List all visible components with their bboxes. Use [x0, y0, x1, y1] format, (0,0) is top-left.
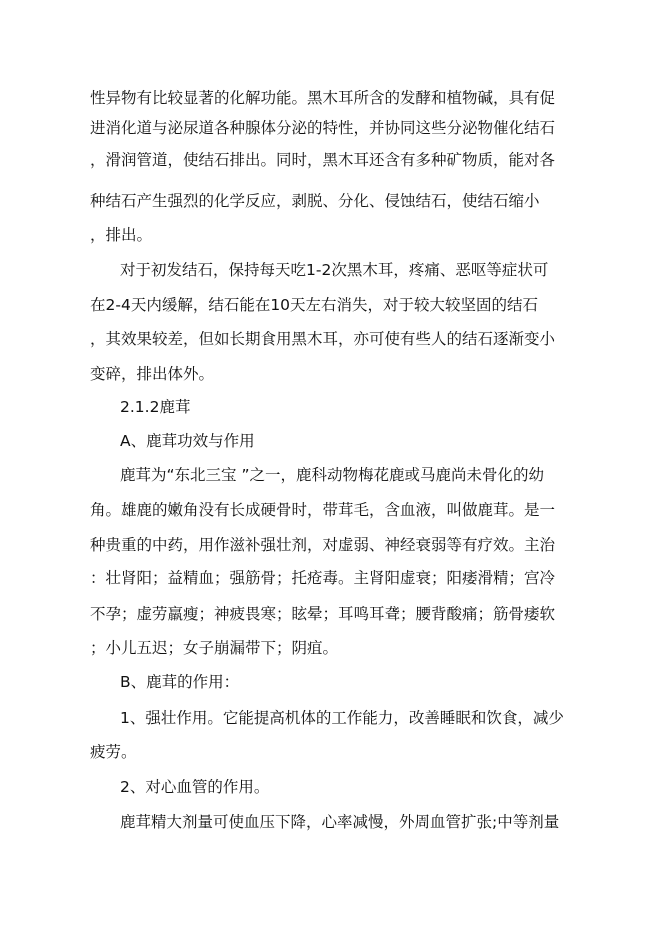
text-line: ，滑润管道，使结石排出。同时，黑木耳还含有多种矿物质，能对各: [90, 151, 556, 169]
text-line: 种结石产生强烈的化学反应，剥脱、分化、侵蚀结石，使结石缩小: [90, 192, 540, 210]
text-line: ；小儿五迟；女子崩漏带下；阴疽。: [90, 639, 339, 657]
text-line: 不孕；虚劳羸瘦；神疲畏寒；眩晕；耳鸣耳聋；腰背酸痛；筋骨痿软: [90, 605, 556, 623]
text-line: ：壮肾阳；益精血；强筋骨；托疮毒。主肾阳虚衰；阳痿滑精；宫冷: [90, 569, 556, 587]
text-line: 疲劳。: [90, 743, 137, 761]
text-line: 进消化道与泌尿道各种腺体分泌的特性，并协同这些分泌物催化结石: [90, 119, 556, 137]
text-line: 性异物有比较显著的化解功能。黑木耳所含的发酵和植物碱，具有促: [90, 89, 556, 107]
subsection-heading: B、鹿茸的作用：: [120, 673, 240, 691]
subsection-heading: A、鹿茸功效与作用: [120, 432, 255, 450]
text-line: ，排出。: [90, 226, 153, 244]
text-line: 1、强壮作用。它能提高机体的工作能力，改善睡眠和饮食，减少: [120, 709, 564, 727]
text-line: 角。雄鹿的嫩角没有长成硬骨时，带茸毛，含血液，叫做鹿茸。是一: [90, 501, 556, 519]
text-line: 鹿茸为“东北三宝 ”之一，鹿科动物梅花鹿或马鹿尚未骨化的幼: [120, 466, 544, 484]
text-line: 鹿茸精大剂量可使血压下降，心率减慢，外周血管扩张;中等剂量: [120, 813, 560, 831]
text-line: 变碎，排出体外。: [90, 365, 215, 383]
text-line: 种贵重的中药，用作滋补强壮剂，对虚弱、神经衰弱等有疗效。主治: [90, 536, 556, 554]
text-line: ，其效果较差，但如长期食用黑木耳，亦可使有些人的结石逐渐变小: [90, 330, 556, 348]
text-line: 在2-4天内缓解，结石能在10天左右消失，对于较大较坚固的结石: [90, 296, 539, 314]
section-heading: 2.1.2鹿茸: [120, 398, 191, 416]
text-line: 对于初发结石，保持每天吃1-2次黑木耳，疼痛、恶呕等症状可: [120, 261, 549, 279]
text-line: 2、对心血管的作用。: [120, 778, 270, 796]
